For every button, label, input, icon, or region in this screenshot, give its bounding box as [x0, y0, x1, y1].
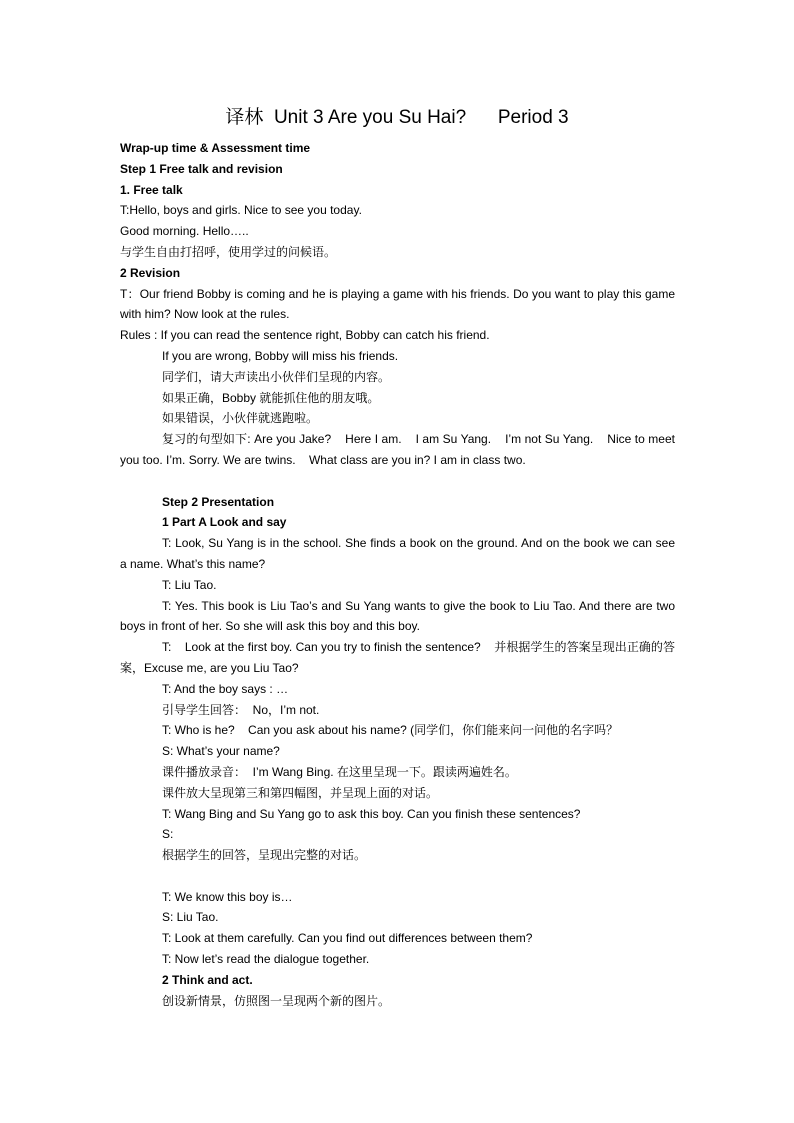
- text-line: 课件放大呈现第三和第四幅图，并呈现上面的对话。: [162, 785, 439, 800]
- step-heading: Step 2 Presentation: [162, 494, 275, 509]
- subsection-heading: 1 Part A Look and say: [162, 515, 287, 530]
- subsection-heading: 1. Free talk: [120, 182, 183, 197]
- text-line: 创设新情景，仿照图一呈现两个新的图片。: [162, 993, 391, 1008]
- section-heading: Wrap-up time & Assessment time: [120, 141, 311, 155]
- text-line: If you are wrong, Bobby will miss his friends.: [162, 348, 399, 363]
- text-line: T: Look at them carefully. Can you find out differences between them?: [162, 931, 533, 946]
- subsection-heading: 2 Think and act.: [162, 972, 253, 987]
- text-paragraph: T: Look, Su Yang is in the school. She finds a book on the ground. And on the book we can see a name. What’s this name?: [120, 536, 679, 571]
- text-line: 如果正确，Bobby 就能抓住他的朋友哦。: [162, 390, 380, 405]
- text-line: 课件播放录音： I’m Wang Bing. 在这里呈现一下。跟读两遍姓名。: [162, 764, 517, 779]
- text-line: S:: [162, 827, 174, 842]
- text-line: 引导学生回答： No，I’m not.: [162, 702, 320, 717]
- text-line: T: And the boy says : …: [162, 681, 289, 696]
- text-line: Good morning. Hello…..: [120, 224, 249, 239]
- text-line: T: Now let’s read the dialogue together.: [162, 952, 370, 967]
- text-paragraph: T: Look at the first boy. Can you try to finish the sentence? 并根据学生的答案呈现出正确的答案，Excuse me, are you Liu Tao?: [120, 640, 675, 675]
- step-heading: Step 1 Free talk and revision: [120, 161, 283, 176]
- text-paragraph: 复习的句型如下: Are you Jake? Here I am. I am Su Yang. I’m not Su Yang. Nice to meet you too. I’m. Sorry. We are twins. What class are you in? I am in class two.: [120, 432, 679, 467]
- text-paragraph: T：Our friend Bobby is coming and he is playing a game with his friends. Do you want to play this game with him? Now look at the rules.: [120, 286, 679, 322]
- text-line: Rules : If you can read the sentence right, Bobby can catch his friend.: [120, 328, 490, 343]
- text-line: S: What’s your name?: [162, 744, 280, 759]
- subsection-heading: 2 Revision: [120, 265, 181, 280]
- text-line: 根据学生的回答，呈现出完整的对话。: [162, 848, 367, 863]
- text-line: 同学们，请大声读出小伙伴们呈现的内容。: [162, 369, 391, 384]
- text-line: T: We know this boy is…: [162, 889, 293, 904]
- text-paragraph: T: Yes. This book is Liu Tao’s and Su Yang wants to give the book to Liu Tao. And there are two boys in front of her. So she will ask this boy and this boy.: [120, 598, 679, 634]
- text-line: 如果错误，小伙伴就逃跑啦。: [162, 411, 319, 426]
- blank-line: [120, 866, 675, 887]
- text-line: T: Wang Bing and Su Yang go to ask this boy. Can you finish these sentences?: [162, 806, 581, 821]
- document-body: [120, 138, 679, 1011]
- text-line: T: Who is he? Can you ask about his name? (同学们，你们能来问一问他的名字吗？: [162, 723, 619, 738]
- text-line: T:Hello, boys and girls. Nice to see you today.: [120, 203, 362, 218]
- text-line: T: Liu Tao.: [162, 577, 217, 592]
- blank-line: [120, 471, 675, 492]
- document-title: 译林 Unit 3 Are you Su Hai? Period 3: [225, 107, 569, 128]
- text-line: S: Liu Tao.: [162, 910, 219, 925]
- text-line: 与学生自由打招呼，使用学过的问候语。: [120, 244, 337, 259]
